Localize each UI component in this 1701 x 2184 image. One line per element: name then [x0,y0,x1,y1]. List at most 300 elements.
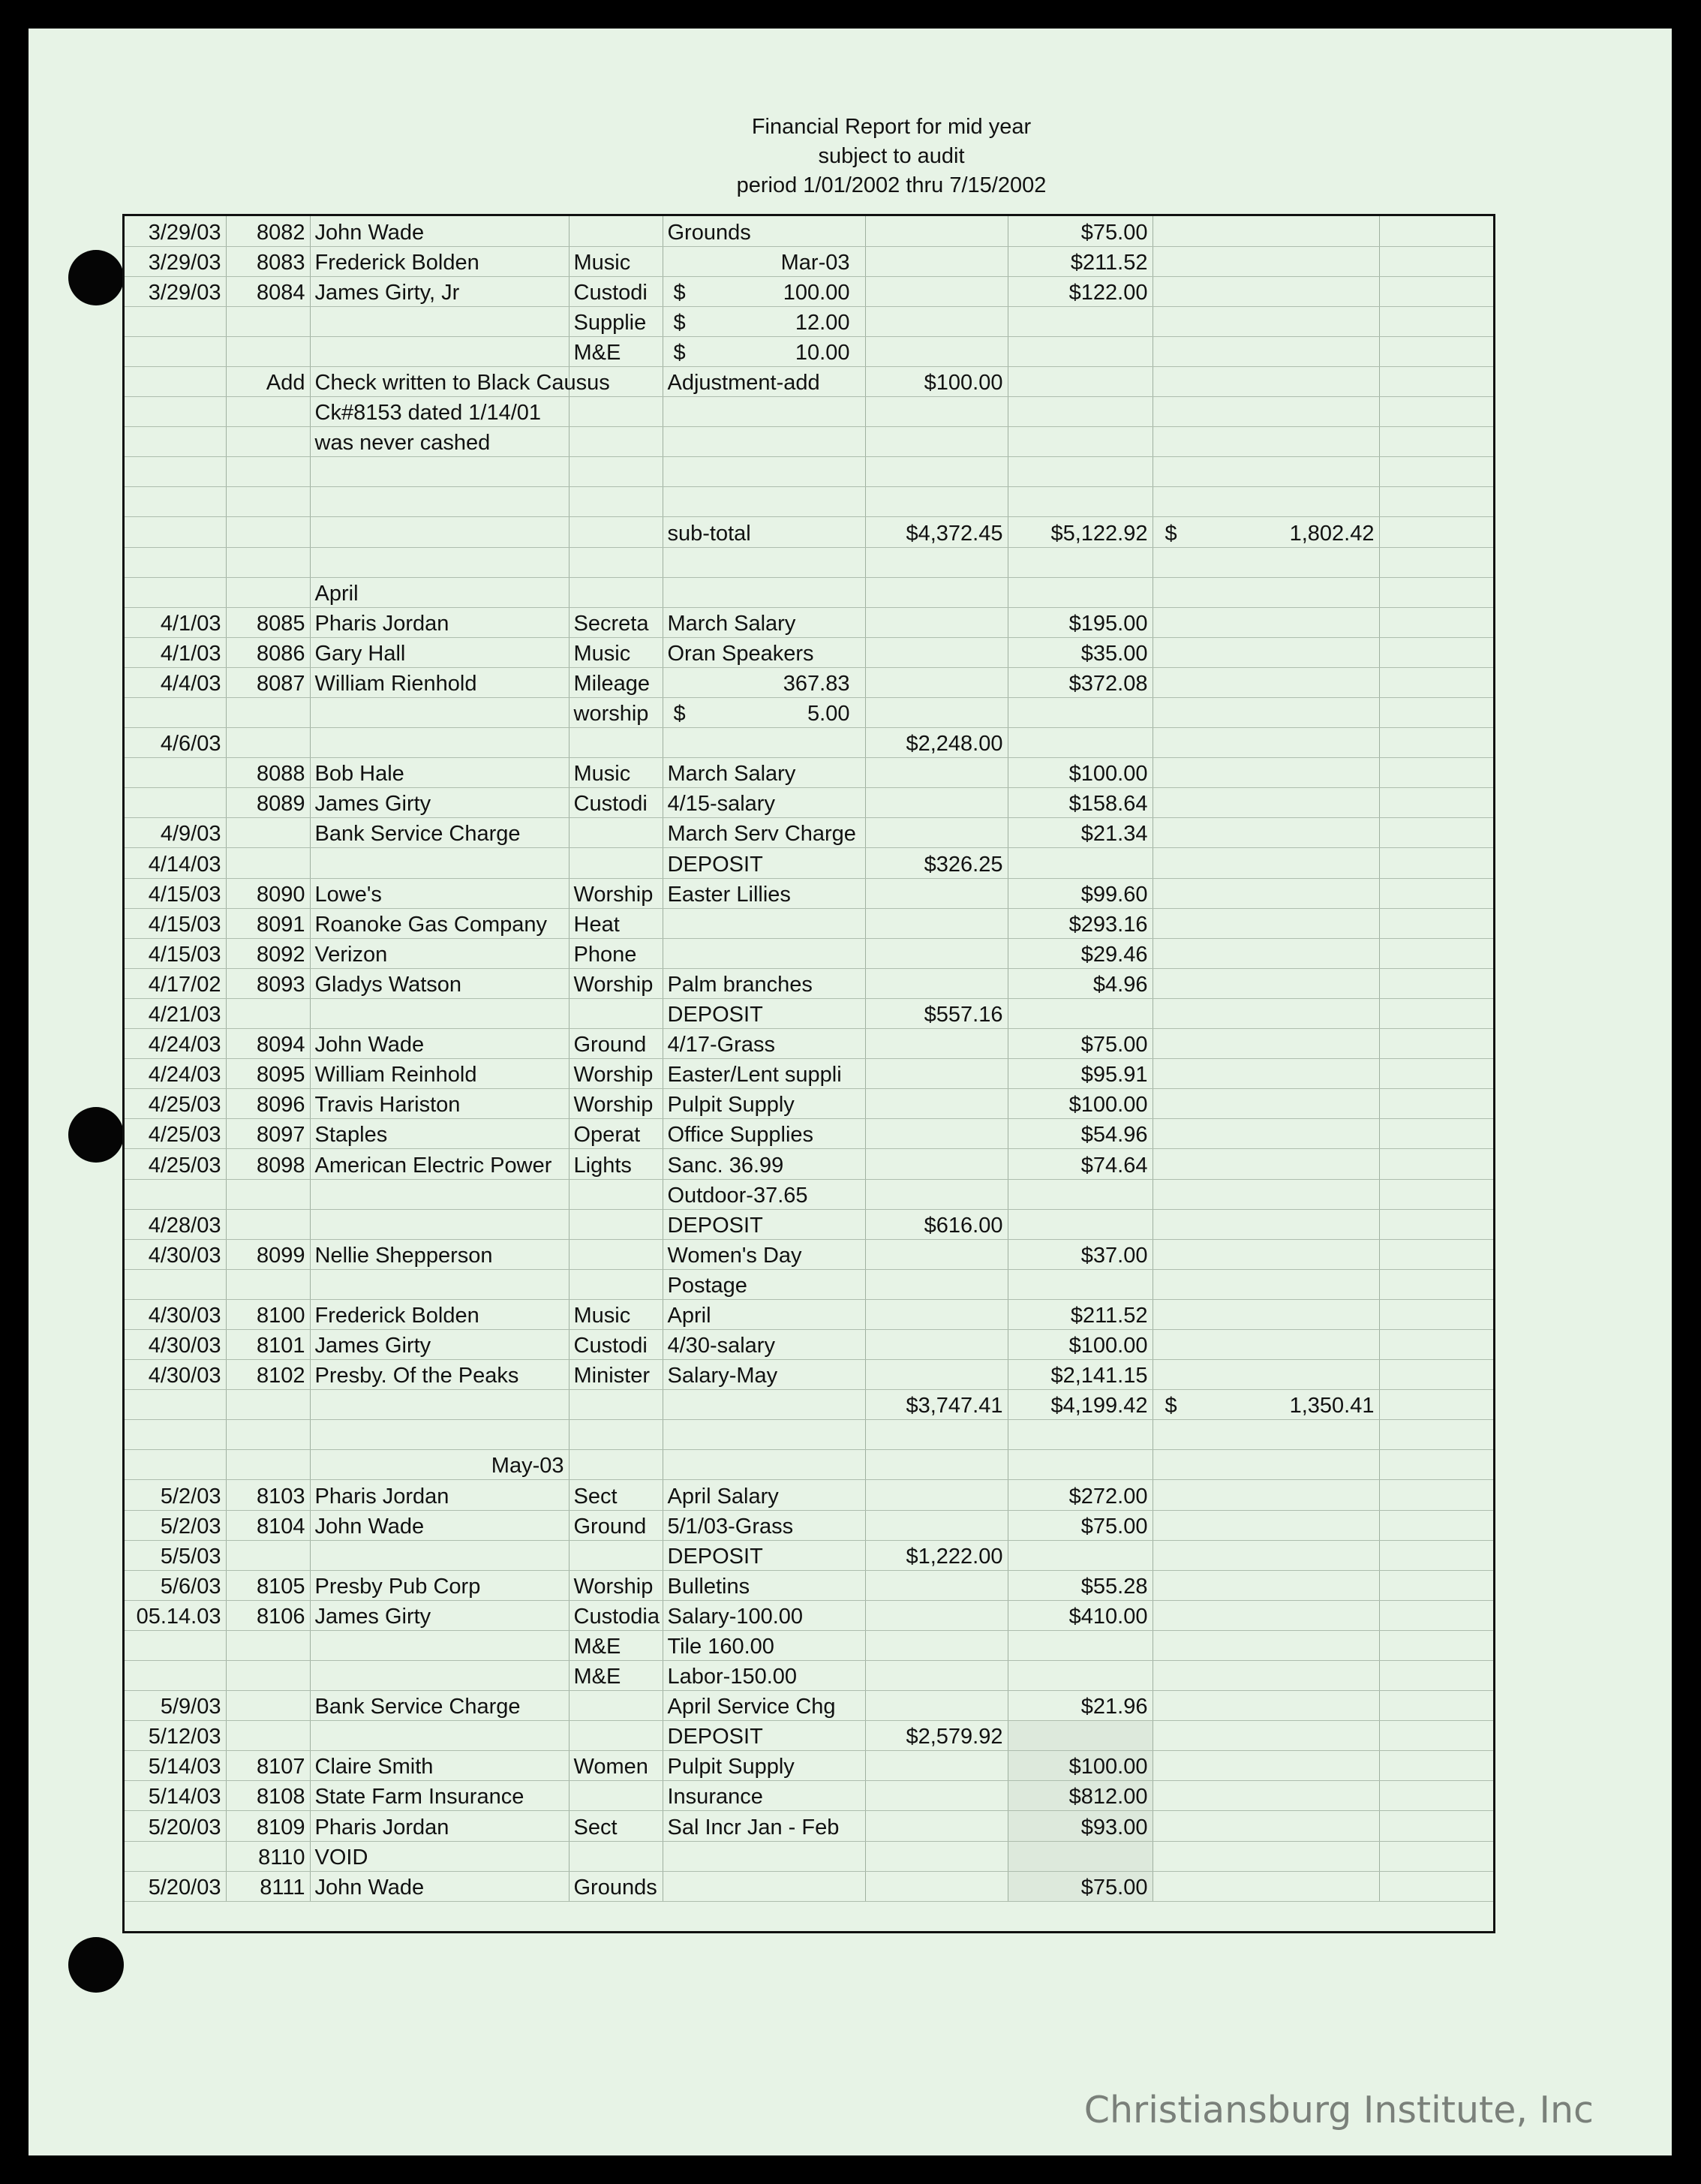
check-number-cell: 8085 [226,607,310,637]
deposit-cell [865,246,1008,276]
payee-cell: Gladys Watson [310,968,569,998]
deposit-cell [865,1781,1008,1811]
payment-cell: $55.28 [1008,1570,1153,1600]
table-row [125,306,1493,336]
date-cell [125,577,226,607]
payment-cell [1008,1179,1153,1209]
extra-cell [1379,1329,1493,1359]
date-cell [125,1420,226,1450]
date-cell: 4/24/03 [125,1029,226,1059]
check-number-cell: 8106 [226,1600,310,1630]
payee-cell: John Wade [310,216,569,246]
table-row [125,1299,1493,1329]
payee-cell: Ck#8153 dated 1/14/01 [310,397,569,427]
extra-cell [1379,1691,1493,1721]
description-cell: DEPOSIT [663,1209,865,1239]
check-number-cell: 8107 [226,1751,310,1781]
category-cell [569,457,663,487]
check-number-cell [226,1450,310,1480]
payee-cell: John Wade [310,1871,569,1901]
extra-cell [1379,1510,1493,1540]
amount-value: 100.00 [783,280,850,305]
category-cell: Custodi [569,788,663,818]
extra-cell [1379,336,1493,366]
category-cell: Worship [569,968,663,998]
deposit-cell: $3,747.41 [865,1390,1008,1420]
description-cell: Tile 160.00 [663,1630,865,1660]
check-number-cell [226,397,310,427]
description-cell [663,336,865,366]
amount-value: 12.00 [795,310,850,335]
payee-cell [310,998,569,1028]
balance-cell [1153,336,1379,366]
table-row [125,1420,1493,1450]
balance-cell [1153,968,1379,998]
deposit-cell: $326.25 [865,848,1008,878]
check-number-cell [226,998,310,1028]
date-cell [125,1179,226,1209]
extra-cell [1379,1600,1493,1630]
payee-cell: William Rienhold [310,667,569,697]
payee-cell [310,1661,569,1691]
category-cell: M&E [569,1661,663,1691]
date-cell [125,427,226,457]
table-row [125,878,1493,908]
category-cell: Operat [569,1119,663,1149]
payee-cell: William Reinhold [310,1059,569,1089]
date-cell [125,788,226,818]
table-row [125,1390,1493,1420]
category-cell [569,1179,663,1209]
payee-cell: State Farm Insurance [310,1781,569,1811]
extra-cell [1379,1149,1493,1179]
check-number-cell [226,427,310,457]
payee-cell [310,306,569,336]
payment-cell: $54.96 [1008,1119,1153,1149]
check-number-cell: 8110 [226,1841,310,1871]
payee-cell [310,728,569,758]
payee-cell: Staples [310,1119,569,1149]
table-row [125,637,1493,667]
balance-cell [1153,577,1379,607]
payee-cell [310,1540,569,1570]
check-number-cell [226,1209,310,1239]
check-number-cell [226,818,310,848]
balance-cell [1153,1480,1379,1510]
payment-cell [1008,1661,1153,1691]
payee-cell [310,1209,569,1239]
payee-cell: Nellie Shepperson [310,1239,569,1269]
deposit-cell [865,1871,1008,1901]
payment-cell [1008,998,1153,1028]
table-row [125,1841,1493,1871]
date-cell [125,1450,226,1480]
check-number-cell [226,1630,310,1660]
description-cell: Pulpit Supply [663,1089,865,1119]
deposit-cell [865,336,1008,366]
description-cell: April Service Chg [663,1691,865,1721]
balance-cell [1153,938,1379,968]
check-number-cell: 8109 [226,1811,310,1841]
date-cell [125,366,226,396]
check-number-cell [226,336,310,366]
payment-cell: $293.16 [1008,908,1153,938]
description-cell: Grounds [663,216,865,246]
description-cell [663,698,865,728]
check-number-cell: 8103 [226,1480,310,1510]
date-cell: 4/6/03 [125,728,226,758]
description-cell: sub-total [663,517,865,547]
table-row [125,276,1493,306]
payment-cell [1008,698,1153,728]
payee-cell: John Wade [310,1029,569,1059]
table-row [125,1691,1493,1721]
check-number-cell: Add [226,366,310,396]
extra-cell [1379,1239,1493,1269]
payment-cell: $74.64 [1008,1149,1153,1179]
extra-cell [1379,1269,1493,1299]
deposit-cell [865,878,1008,908]
check-number-cell [226,1269,310,1299]
table-row [125,1600,1493,1630]
check-number-cell: 8101 [226,1329,310,1359]
report-subtitle: subject to audit [818,144,965,168]
extra-cell [1379,1871,1493,1901]
balance-cell [1153,276,1379,306]
description-cell [663,908,865,938]
category-cell [569,1269,663,1299]
balance-cell [1153,1269,1379,1299]
deposit-cell [865,1450,1008,1480]
balance-cell [1153,698,1379,728]
table-row [125,246,1493,276]
category-cell: M&E [569,336,663,366]
check-number-cell: 8090 [226,878,310,908]
category-cell: M&E [569,1630,663,1660]
extra-cell [1379,1299,1493,1329]
date-cell: 4/4/03 [125,667,226,697]
deposit-cell [865,968,1008,998]
payment-cell: $100.00 [1008,1089,1153,1119]
description-cell: DEPOSIT [663,1721,865,1751]
amount-value: 1,350.41 [1289,1394,1375,1418]
date-cell: 4/1/03 [125,637,226,667]
date-cell [125,758,226,788]
payment-cell [1008,1420,1153,1450]
deposit-cell [865,1149,1008,1179]
deposit-cell [865,1570,1008,1600]
category-cell: Grounds [569,1871,663,1901]
payee-cell [310,1269,569,1299]
category-cell: Ground [569,1029,663,1059]
description-cell [663,457,865,487]
category-cell [569,1691,663,1721]
payment-cell: $100.00 [1008,1329,1153,1359]
dollar-sign: $ [673,340,686,365]
deposit-cell: $4,372.45 [865,517,1008,547]
check-number-cell: 8086 [226,637,310,667]
check-number-cell: 8105 [226,1570,310,1600]
deposit-cell [865,1299,1008,1329]
table-row [125,818,1493,848]
payee-cell: Presby. Of the Peaks [310,1360,569,1390]
description-cell: 4/30-salary [663,1329,865,1359]
payee-cell: John Wade [310,1510,569,1540]
deposit-cell: $616.00 [865,1209,1008,1239]
description-cell: Salary-May [663,1360,865,1390]
balance-cell [1153,667,1379,697]
balance-cell [1153,366,1379,396]
payment-cell [1008,728,1153,758]
extra-cell [1379,788,1493,818]
table-row [125,968,1493,998]
report-header [29,113,1672,200]
description-cell: Salary-100.00 [663,1600,865,1630]
table-row [125,1570,1493,1600]
payment-cell [1008,306,1153,336]
description-cell [663,1390,865,1420]
extra-cell [1379,216,1493,246]
date-cell: 4/15/03 [125,878,226,908]
category-cell [569,216,663,246]
payee-cell: was never cashed [310,427,569,457]
category-cell: Secreta [569,607,663,637]
table-row [125,667,1493,697]
payee-cell [310,848,569,878]
category-cell: Music [569,637,663,667]
deposit-cell [865,1751,1008,1781]
extra-cell [1379,728,1493,758]
description-cell [663,427,865,457]
balance-cell [1153,998,1379,1028]
description-cell [663,1841,865,1871]
date-cell: 5/5/03 [125,1540,226,1570]
category-cell: Worship [569,1089,663,1119]
category-cell: Custodi [569,1329,663,1359]
balance-cell [1153,1149,1379,1179]
date-cell: 5/2/03 [125,1480,226,1510]
description-cell [663,1420,865,1450]
description-cell: Easter/Lent suppli [663,1059,865,1089]
category-cell: Custodi [569,276,663,306]
payee-cell: Travis Hariston [310,1089,569,1119]
extra-cell [1379,547,1493,577]
category-cell: Worship [569,1570,663,1600]
extra-cell [1379,1721,1493,1751]
date-cell: 5/14/03 [125,1751,226,1781]
payee-cell: James Girty [310,788,569,818]
extra-cell [1379,1751,1493,1781]
payee-cell [310,1179,569,1209]
date-cell: 5/20/03 [125,1811,226,1841]
deposit-cell: $100.00 [865,366,1008,396]
balance-cell [1153,1209,1379,1239]
date-cell [125,306,226,336]
balance-cell [1153,1089,1379,1119]
description-cell: Sanc. 36.99 [663,1149,865,1179]
amount-value: 10.00 [795,340,850,365]
payment-cell [1008,427,1153,457]
check-number-cell [226,1390,310,1420]
extra-cell [1379,1089,1493,1119]
payment-cell [1008,577,1153,607]
description-cell: Postage [663,1269,865,1299]
description-cell: March Salary [663,758,865,788]
description-cell: DEPOSIT [663,848,865,878]
balance-cell [1153,1540,1379,1570]
balance-cell [1153,1420,1379,1450]
check-number-cell: 8087 [226,667,310,697]
payment-cell: $158.64 [1008,788,1153,818]
category-cell: Worship [569,1059,663,1089]
category-cell: Ground [569,1510,663,1540]
description-cell: Oran Speakers [663,637,865,667]
deposit-cell [865,427,1008,457]
description-cell [663,487,865,517]
table-row [125,607,1493,637]
extra-cell [1379,637,1493,667]
deposit-cell [865,306,1008,336]
extra-cell [1379,517,1493,547]
category-cell [569,1420,663,1450]
deposit-cell [865,637,1008,667]
balance-cell [1153,637,1379,667]
payment-cell [1008,457,1153,487]
date-cell: 4/25/03 [125,1089,226,1119]
deposit-cell [865,607,1008,637]
balance-cell [1153,1691,1379,1721]
balance-cell [1153,1510,1379,1540]
amount-value: 1,802.42 [1289,521,1375,546]
balance-cell [1153,306,1379,336]
extra-cell [1379,1570,1493,1600]
date-cell: 4/24/03 [125,1059,226,1089]
dollar-sign: $ [673,702,686,726]
table-row [125,1811,1493,1841]
payment-cell: $75.00 [1008,1510,1153,1540]
payee-cell: Frederick Bolden [310,246,569,276]
deposit-cell [865,1691,1008,1721]
check-number-cell [226,1179,310,1209]
table-row [125,758,1493,788]
balance-cell [1153,728,1379,758]
description-cell [663,306,865,336]
check-number-cell [226,1661,310,1691]
category-cell: Worship [569,878,663,908]
deposit-cell [865,547,1008,577]
payment-cell [1008,547,1153,577]
payment-cell: $410.00 [1008,1600,1153,1630]
description-cell [663,728,865,758]
deposit-cell [865,818,1008,848]
date-cell: 4/25/03 [125,1149,226,1179]
extra-cell [1379,667,1493,697]
category-cell [569,998,663,1028]
category-cell: worship [569,698,663,728]
balance-cell [1153,216,1379,246]
extra-cell [1379,306,1493,336]
payment-cell: $35.00 [1008,637,1153,667]
description-cell [663,1871,865,1901]
extra-cell [1379,1029,1493,1059]
deposit-cell [865,1089,1008,1119]
table-row [125,728,1493,758]
payment-cell: $5,122.92 [1008,517,1153,547]
check-number-cell [226,698,310,728]
payment-cell: $75.00 [1008,1871,1153,1901]
table-row [125,487,1493,517]
table-row [125,1089,1493,1119]
date-cell: 4/30/03 [125,1329,226,1359]
deposit-cell [865,216,1008,246]
deposit-cell [865,1661,1008,1691]
extra-cell [1379,577,1493,607]
payee-cell: Pharis Jordan [310,1480,569,1510]
balance-cell [1153,1119,1379,1149]
extra-cell [1379,1661,1493,1691]
date-cell: 3/29/03 [125,276,226,306]
balance-cell [1153,1239,1379,1269]
category-cell: Heat [569,908,663,938]
payee-cell: James Girty, Jr [310,276,569,306]
payment-cell: $195.00 [1008,607,1153,637]
extra-cell [1379,457,1493,487]
date-cell: 4/9/03 [125,818,226,848]
balance-cell [1153,848,1379,878]
check-number-cell: 8088 [226,758,310,788]
balance-cell [1153,457,1379,487]
payment-cell: $100.00 [1008,758,1153,788]
category-cell [569,427,663,457]
description-cell: 367.83 [663,667,865,697]
date-cell [125,487,226,517]
extra-cell [1379,1390,1493,1420]
balance-cell [1153,547,1379,577]
description-cell [663,547,865,577]
date-cell [125,517,226,547]
payee-cell: Pharis Jordan [310,1811,569,1841]
deposit-cell [865,1841,1008,1871]
deposit-cell [865,1600,1008,1630]
balance-cell [1153,397,1379,427]
table-row [125,1059,1493,1089]
table-row [125,366,1493,396]
date-cell: 4/30/03 [125,1239,226,1269]
description-cell: April Salary [663,1480,865,1510]
category-cell [569,1721,663,1751]
punch-hole [68,250,124,305]
deposit-cell [865,667,1008,697]
balance-cell [1153,1570,1379,1600]
deposit-cell [865,487,1008,517]
table-row [125,1360,1493,1390]
description-cell: Office Supplies [663,1119,865,1149]
description-cell: 4/17-Grass [663,1029,865,1059]
description-cell [663,397,865,427]
extra-cell [1379,1811,1493,1841]
payment-cell [1008,397,1153,427]
check-number-cell: 8097 [226,1119,310,1149]
deposit-cell [865,397,1008,427]
description-cell [663,938,865,968]
payment-cell [1008,848,1153,878]
extra-cell [1379,1781,1493,1811]
extra-cell [1379,607,1493,637]
payment-cell: $93.00 [1008,1811,1153,1841]
payment-cell: $4,199.42 [1008,1390,1153,1420]
payee-cell: Bob Hale [310,758,569,788]
payment-cell: $95.91 [1008,1059,1153,1089]
